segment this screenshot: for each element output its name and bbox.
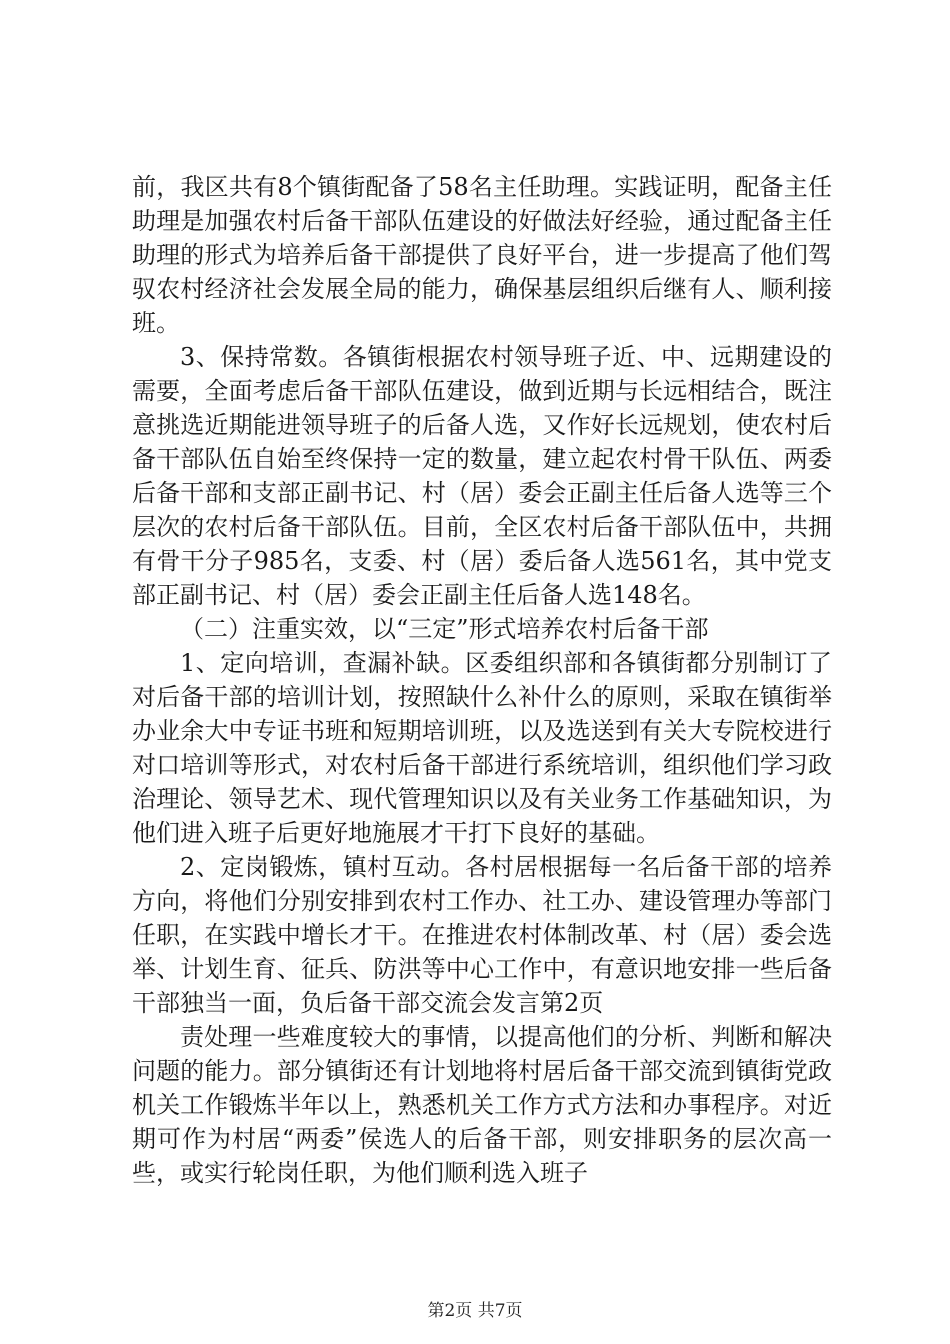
document-body	[132, 170, 832, 1190]
paragraph-directed-training: 1、定向培训，查漏补缺。区委组织部和各镇街都分别制订了对后备干部的培训计划，按照缺什么补什么的原则，采取在镇街举办业余大中专证书班和短期培训班，以及选送到有关大专院校进行对口培训等形式，对农村后备干部进行系统培训，组织他们学习政治理论、领导艺术、现代管理知识以及有关业务工作基础知识，为他们进入班子后更好地施展才干打下良好的基础。	[132, 649, 832, 847]
page-number-label: 第2页 共7页	[427, 1301, 523, 1321]
section-heading: （二）注重实效，以“三定”形式培养农村后备干部	[180, 615, 709, 643]
page-footer	[0, 1300, 950, 1322]
paragraph-responsibility: 责处理一些难度较大的事情，以提高他们的分析、判断和解决问题的能力。部分镇街还有计划地将村居后备干部交流到镇街党政机关工作锻炼半年以上，熟悉机关工作方式方法和办事程序。对近期可作为村居“两委”侯选人的后备干部，则安排职务的层次高一些，或实行轮岗任职，为他们顺利选入班子	[132, 1023, 832, 1187]
paragraph-post-training: 2、定岗锻炼，镇村互动。各村居根据每一名后备干部的培养方向，将他们分别安排到农村工作办、社工办、建设管理办等部门任职，在实践中增长才干。在推进农村体制改革、村（居）委会选举、计划生育、征兵、防洪等中心工作中，有意识地安排一些后备干部独当一面，负后备干部交流会发言第2页	[132, 853, 832, 1017]
paragraph-keep-count: 3、保持常数。各镇街根据农村领导班子近、中、远期建设的需要，全面考虑后备干部队伍建设，做到近期与长远相结合，既注意挑选近期能进领导班子的后备人选，又作好长远规划，使农村后备干部队伍自始至终保持一定的数量，建立起农村骨干队伍、两委后备干部和支部正副书记、村（居）委会正副主任后备人选等三个层次的农村后备干部队伍。目前，全区农村后备干部队伍中，共拥有骨干分子985名，支委、村（居）委后备人选561名，其中党支部正副书记、村（居）委会正副主任后备人选148名。	[132, 343, 832, 609]
paragraph-continuation: 前，我区共有8个镇街配备了58名主任助理。实践证明，配备主任助理是加强农村后备干部队伍建设的好做法好经验，通过配备主任助理的形式为培养后备干部提供了良好平台，进一步提高了他们驾驭农村经济社会发展全局的能力，确保基层组织后继有人、顺利接班。	[132, 173, 832, 337]
